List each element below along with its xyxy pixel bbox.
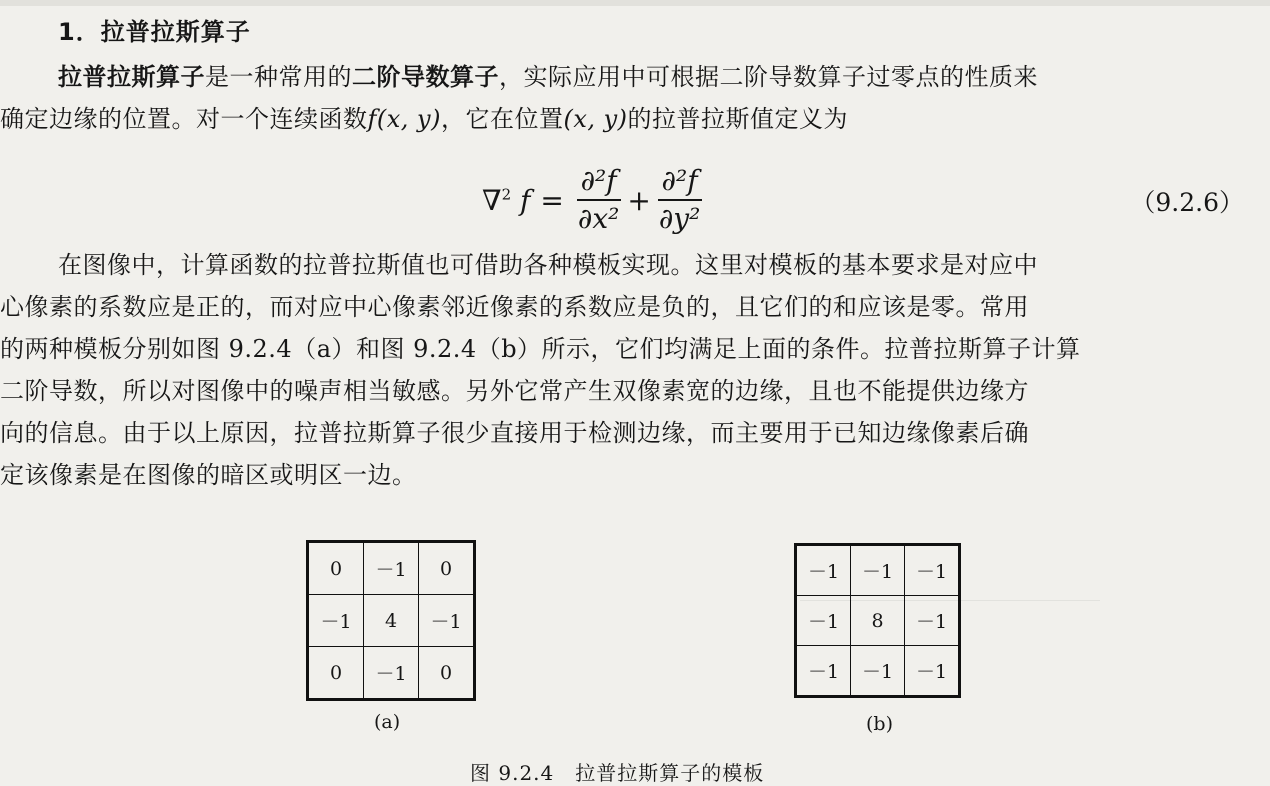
paragraph-1-text: ，它在位置	[440, 105, 564, 133]
paragraph-1-text: 的拉普拉斯值定义为	[627, 105, 849, 133]
paragraph-2-line: 向的信息。由于以上原因，拉普拉斯算子很少直接用于检测边缘，而主要用于已知边缘像素后确	[0, 419, 1029, 447]
matrix-cell: －1	[796, 596, 851, 646]
template-a-label: (a)	[374, 711, 401, 733]
paragraph-2-line: 的两种模板分别如图 9.2.4（a）和图 9.2.4（b）所示，它们均满足上面的条件。拉普拉斯算子计算	[0, 335, 1081, 363]
fraction-x-numerator: ∂²f	[577, 163, 621, 201]
template-a-matrix	[306, 540, 476, 701]
matrix-cell: －1	[796, 646, 851, 697]
matrix-cell: －1	[905, 596, 960, 646]
equation-number: （9.2.6）	[1130, 188, 1244, 217]
fraction-y-numerator: ∂²f	[658, 163, 702, 201]
page-top-edge	[0, 0, 1270, 6]
matrix-row	[796, 596, 960, 646]
matrix-row	[796, 545, 960, 596]
fraction-x-denominator: ∂x²	[577, 202, 620, 235]
matrix-row	[308, 595, 475, 647]
matrix-cell: －1	[905, 545, 960, 596]
matrix-cell: －1	[851, 545, 905, 596]
matrix-cell: －1	[308, 595, 364, 647]
fraction-x	[574, 163, 624, 237]
matrix-cell: 0	[308, 542, 364, 595]
paragraph-1-text: ，实际应用中可根据二阶导数算子过零点的性质来	[499, 63, 1038, 91]
paragraph-2-line: 定该像素是在图像的暗区或明区一边。	[0, 461, 417, 489]
template-b-matrix	[794, 543, 961, 698]
paragraph-1-text: 确定边缘的位置。对一个连续函数	[0, 105, 368, 133]
matrix-cell: －1	[851, 646, 905, 697]
equation-exponent: 2	[501, 185, 512, 204]
equation-lhs	[482, 184, 530, 217]
figure-caption: 图 9.2.4 拉普拉斯算子的模板	[470, 761, 765, 785]
section-heading: 1．拉普拉斯算子	[58, 18, 251, 46]
paragraph-2-line: 二阶导数，所以对图像中的噪声相当敏感。另外它常产生双像素宽的边缘，且也不能提供边缘方	[0, 377, 1029, 405]
position-symbol: (x, y)	[563, 105, 628, 133]
matrix-cell: －1	[364, 542, 419, 595]
function-symbol: f(x, y)	[367, 105, 441, 133]
paragraph-1-line-2	[0, 98, 1262, 140]
matrix-cell: 0	[419, 647, 475, 700]
nabla-symbol: ∇	[482, 183, 502, 217]
matrix-cell: －1	[419, 595, 475, 647]
matrix-row	[308, 647, 475, 700]
matrix-cell: 8	[851, 596, 905, 646]
equals-sign: =	[540, 183, 564, 217]
matrix-cell: 4	[364, 595, 419, 647]
laplacian-equation	[482, 160, 708, 240]
matrix-cell: 0	[308, 647, 364, 700]
fraction-y	[655, 163, 705, 237]
paragraph-1-line-1	[0, 56, 1262, 98]
term-laplacian: 拉普拉斯算子	[58, 63, 205, 91]
paragraph-1	[0, 56, 1262, 140]
matrix-cell: －1	[905, 646, 960, 697]
paragraph-2-line: 心像素的系数应是正的，而对应中心像素邻近像素的系数应是负的，且它们的和应该是零。常用	[0, 293, 1029, 321]
template-b-label: (b)	[866, 713, 893, 735]
matrix-cell: 0	[419, 542, 475, 595]
fraction-y-denominator: ∂y²	[658, 202, 701, 235]
equation-variable: f	[520, 183, 531, 217]
paragraph-2-line: 在图像中，计算函数的拉普拉斯值也可借助各种模板实现。这里对模板的基本要求是对应中	[58, 251, 1038, 279]
matrix-row	[796, 646, 960, 697]
matrix-cell: －1	[364, 647, 419, 700]
term-second-derivative: 二阶导数算子	[352, 63, 499, 91]
matrix-cell: －1	[796, 545, 851, 596]
paragraph-2	[0, 244, 1262, 496]
matrix-row	[308, 542, 475, 595]
plus-sign: +	[627, 183, 651, 217]
paragraph-1-text: 是一种常用的	[205, 63, 352, 91]
